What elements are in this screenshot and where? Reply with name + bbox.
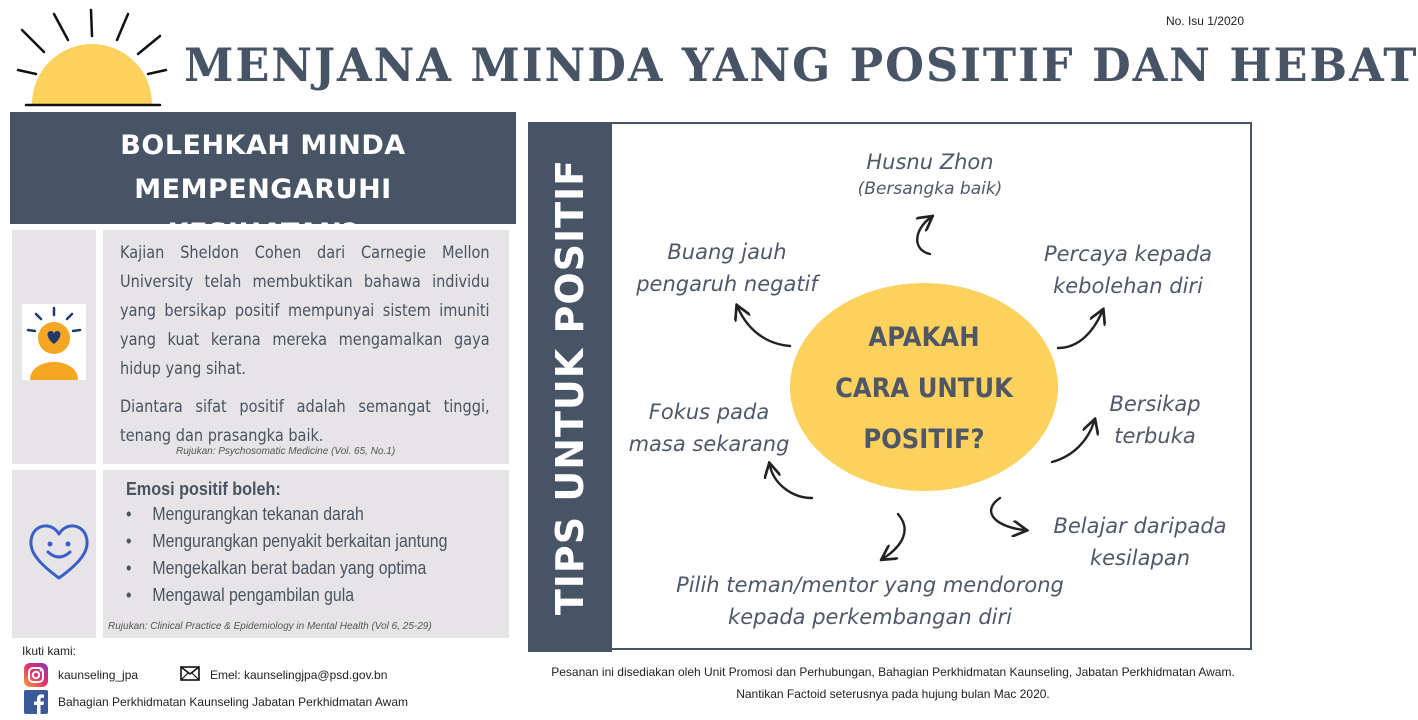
arrow-buang bbox=[738, 308, 790, 346]
tips-sidebar-label: TIPS UNTUK POSITIF bbox=[548, 158, 592, 616]
arrow-husnu bbox=[917, 218, 930, 254]
center-line-1: APAKAH bbox=[868, 322, 980, 353]
tip-line-1: Fokus pada bbox=[648, 400, 770, 424]
emosi-list bbox=[126, 501, 491, 609]
tips-arrows bbox=[612, 122, 1252, 650]
tip-line-2: (Bersangka baik) bbox=[857, 179, 1003, 199]
credit-line-2: Nantikan Factoid seterusnya pada hujung bulan Mac 2020. bbox=[736, 687, 1050, 701]
list-item: • Mengekalkan berat badan yang optima bbox=[126, 555, 447, 582]
center-line-3: POSITIF? bbox=[863, 424, 985, 455]
arrow-fokus bbox=[770, 466, 812, 498]
list-item: • Mengurangkan tekanan darah bbox=[126, 501, 447, 528]
arrow-bersikap bbox=[1052, 422, 1094, 462]
arrow-belajar bbox=[991, 498, 1024, 530]
facebook-icon[interactable] bbox=[24, 690, 48, 714]
tip-line-2: kesilapan bbox=[1089, 546, 1191, 570]
article-body bbox=[120, 238, 490, 450]
tips-sidebar-label-wrap bbox=[528, 122, 612, 652]
article-paragraph-1: Kajian Sheldon Cohen dari Carnegie Mellon University telah membuktikan bahawa individu yang bersikap positif mempunyai sistem imuniti yang kuat kerana mereka mengamalkan gaya hidup yang sihat. bbox=[120, 243, 490, 378]
tip-line-2: terbuka bbox=[1114, 424, 1196, 448]
list-item: • Mengurangkan penyakit berkaitan jantung bbox=[126, 528, 447, 555]
sun-icon bbox=[14, 8, 170, 112]
person-heart-icon bbox=[22, 304, 86, 380]
question-line-1: BOLEHKAH MINDA MEMPENGARUHI bbox=[120, 130, 406, 205]
arrow-percaya bbox=[1058, 312, 1102, 348]
smiling-heart-icon bbox=[26, 520, 92, 584]
tip-line-1: Bersikap bbox=[1109, 392, 1201, 416]
center-line-2: CARA UNTUK bbox=[835, 373, 1013, 404]
tip-line-2: kepada perkembangan diri bbox=[728, 605, 1012, 629]
emosi-reference: Rujukan: Clinical Practice & Epidemiology in Mental Health (Vol 6, 25-29) bbox=[108, 621, 432, 632]
envelope-icon bbox=[180, 666, 200, 681]
credit-note bbox=[518, 661, 1268, 705]
email-link[interactable]: Emel: kaunselingjpa@psd.gov.bn bbox=[210, 668, 388, 682]
emosi-title: Emosi positif boleh: bbox=[126, 479, 281, 499]
tip-line-1: Pilih teman/mentor yang mendorong bbox=[676, 573, 1064, 597]
tip-line-1: Percaya kepada bbox=[1043, 242, 1213, 266]
page-title: MENJANA MINDA YANG POSITIF DAN HEBAT bbox=[184, 38, 1418, 92]
arrow-pilih bbox=[884, 514, 905, 558]
credit-line-1: Pesanan ini disediakan oleh Unit Promosi dan Perhubungan, Bahagian Perkhidmatan Kaunseling, Jabatan Perkhidmatan Awam. bbox=[551, 665, 1235, 679]
issue-number: No. Isu 1/2020 bbox=[1165, 14, 1244, 28]
facebook-page-link[interactable]: Bahagian Perkhidmatan Kaunseling Jabatan Perkhidmatan Awam bbox=[58, 695, 409, 709]
instagram-handle[interactable]: kaunseling_jpa bbox=[58, 668, 139, 682]
list-item: • Mengawal pengambilan gula bbox=[126, 582, 447, 609]
instagram-icon[interactable] bbox=[24, 663, 48, 687]
article-reference: Rujukan: Psychosomatic Medicine (Vol. 65, No.1) bbox=[176, 446, 396, 457]
tip-line-2: pengaruh negatif bbox=[636, 272, 818, 296]
tip-line-1: Belajar daripada bbox=[1053, 514, 1227, 538]
article-paragraph-2: Diantara sifat positif adalah semangat tinggi, tenang dan prasangka baik. bbox=[120, 397, 490, 445]
tip-line-1: Husnu Zhon bbox=[866, 150, 994, 174]
question-banner bbox=[10, 112, 516, 224]
tip-line-2: masa sekarang bbox=[628, 432, 790, 456]
tip-line-2: kebolehan diri bbox=[1053, 274, 1203, 298]
follow-label: Ikuti kami: bbox=[22, 644, 77, 658]
tip-line-1: Buang jauh bbox=[667, 240, 787, 264]
